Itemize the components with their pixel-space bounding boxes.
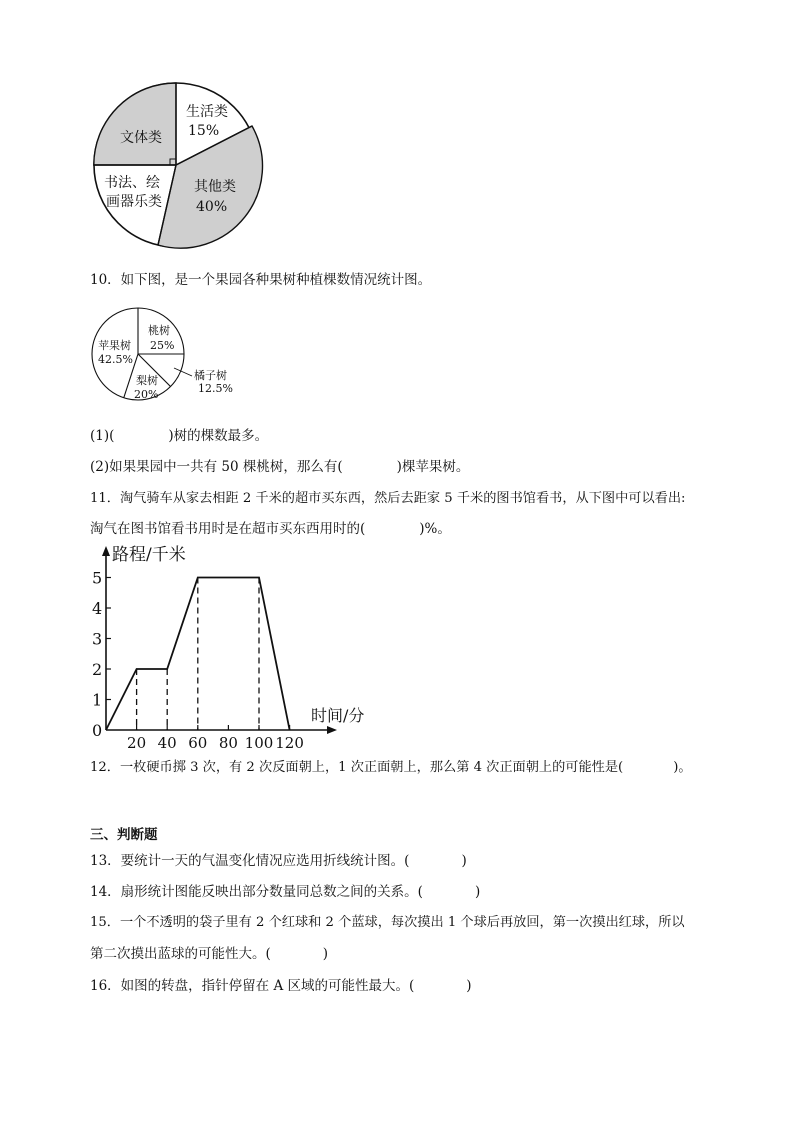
y-axis-arrow: [102, 546, 110, 556]
pie-chart-categories: [90, 78, 270, 258]
pie1-label: 书法、绘: [104, 175, 160, 191]
pie1-label: 生活类: [186, 104, 228, 120]
text-segment: )树的棵数最多。: [168, 428, 269, 444]
y-tick-label: 3: [92, 629, 103, 649]
text-segment: 第二次摸出蓝球的可能性大。(: [90, 946, 271, 962]
pie1-label: 文体类: [120, 130, 162, 146]
text-segment: (1)(: [90, 428, 115, 444]
text-segment: 16．如图的转盘，指针停留在 A 区域的可能性最大。(: [90, 978, 415, 994]
text-segment: (2)如果果园中一共有 50 棵桃树，那么有(: [90, 459, 343, 475]
pie2-label: 25%: [150, 339, 175, 352]
x-axis-label: 时间/分: [311, 706, 365, 725]
pie1-label: 其他类: [194, 179, 236, 195]
question-11-line-1: 11．淘气骑车从家去相距 2 千米的超市买东西，然后去距家 5 千米的图书馆看书，从下图中可以看出:: [90, 491, 686, 506]
pie1-slice-wenti: [94, 83, 176, 165]
origin-label: 0: [92, 721, 103, 740]
question-10-part-2: [90, 457, 469, 477]
text-segment: 14．扇形统计图能反映出部分数量同总数之间的关系。(: [90, 884, 423, 900]
pie1-label: 画器乐类: [106, 194, 162, 210]
pie2-label: 42.5%: [98, 353, 133, 366]
x-tick-label: 40: [157, 734, 177, 752]
text-segment: )棵苹果树。: [396, 459, 470, 475]
y-tick-label: 4: [92, 599, 103, 618]
pie1-label: 15%: [188, 123, 220, 139]
x-tick-label: 80: [218, 734, 238, 752]
pie1-label: 40%: [196, 199, 228, 215]
pie-chart-orchard: [88, 306, 258, 408]
pie2-label: 12.5%: [198, 382, 233, 395]
y-axis-label: 路程/千米: [112, 545, 186, 565]
text-segment: ): [474, 884, 481, 900]
y-tick-label: 1: [92, 690, 103, 710]
question-13-text: [90, 851, 467, 871]
text-segment: 12．一枚硬币掷 3 次，有 2 次反面朝上，1 次正面朝上，那么第 4 次正面朝上的可能性是(: [90, 760, 624, 775]
question-15-line-2: [90, 944, 328, 964]
text-segment: ): [461, 853, 467, 869]
question-10-text: 10．如下图，是一个果园各种果树种植棵数情况统计图。: [90, 272, 432, 288]
y-tick-label: 2: [92, 660, 103, 679]
text-segment: 淘气在图书馆看书用时是在超市买东西用时的(: [90, 521, 366, 537]
pie2-label: 橘子树: [194, 369, 227, 382]
x-tick-label: 60: [188, 734, 208, 752]
text-segment: 13．要统计一天的气温变化情况应选用折线统计图。(: [90, 853, 410, 869]
x-tick-label: 100: [244, 734, 274, 752]
x-axis-arrow: [327, 726, 337, 734]
text-segment: ): [466, 978, 472, 994]
question-14-text: [90, 882, 480, 902]
question-15-line-1: 15．一个不透明的袋子里有 2 个红球和 2 个蓝球，每次摸出 1 个球后再放回，第一次摸出红球，所以: [90, 915, 685, 930]
text-segment: ): [322, 946, 329, 962]
question-11-line-2: [90, 519, 451, 539]
question-16-text: [90, 976, 472, 996]
x-tick-label: 20: [127, 734, 147, 752]
x-tick-label: 120: [275, 734, 304, 752]
text-segment: )。: [673, 760, 692, 775]
pie2-label: 苹果树: [98, 339, 131, 352]
pie2-label: 桃树: [148, 324, 170, 337]
line-chart-distance-time: [88, 540, 388, 755]
section-heading: 三、判断题: [90, 827, 158, 843]
question-12-text: [90, 758, 692, 778]
question-10-part-1: [90, 426, 268, 446]
y-tick-label: 5: [92, 568, 103, 588]
text-segment: )%。: [419, 521, 451, 537]
pie2-label: 20%: [134, 388, 159, 401]
pie2-label: 梨树: [136, 374, 158, 387]
